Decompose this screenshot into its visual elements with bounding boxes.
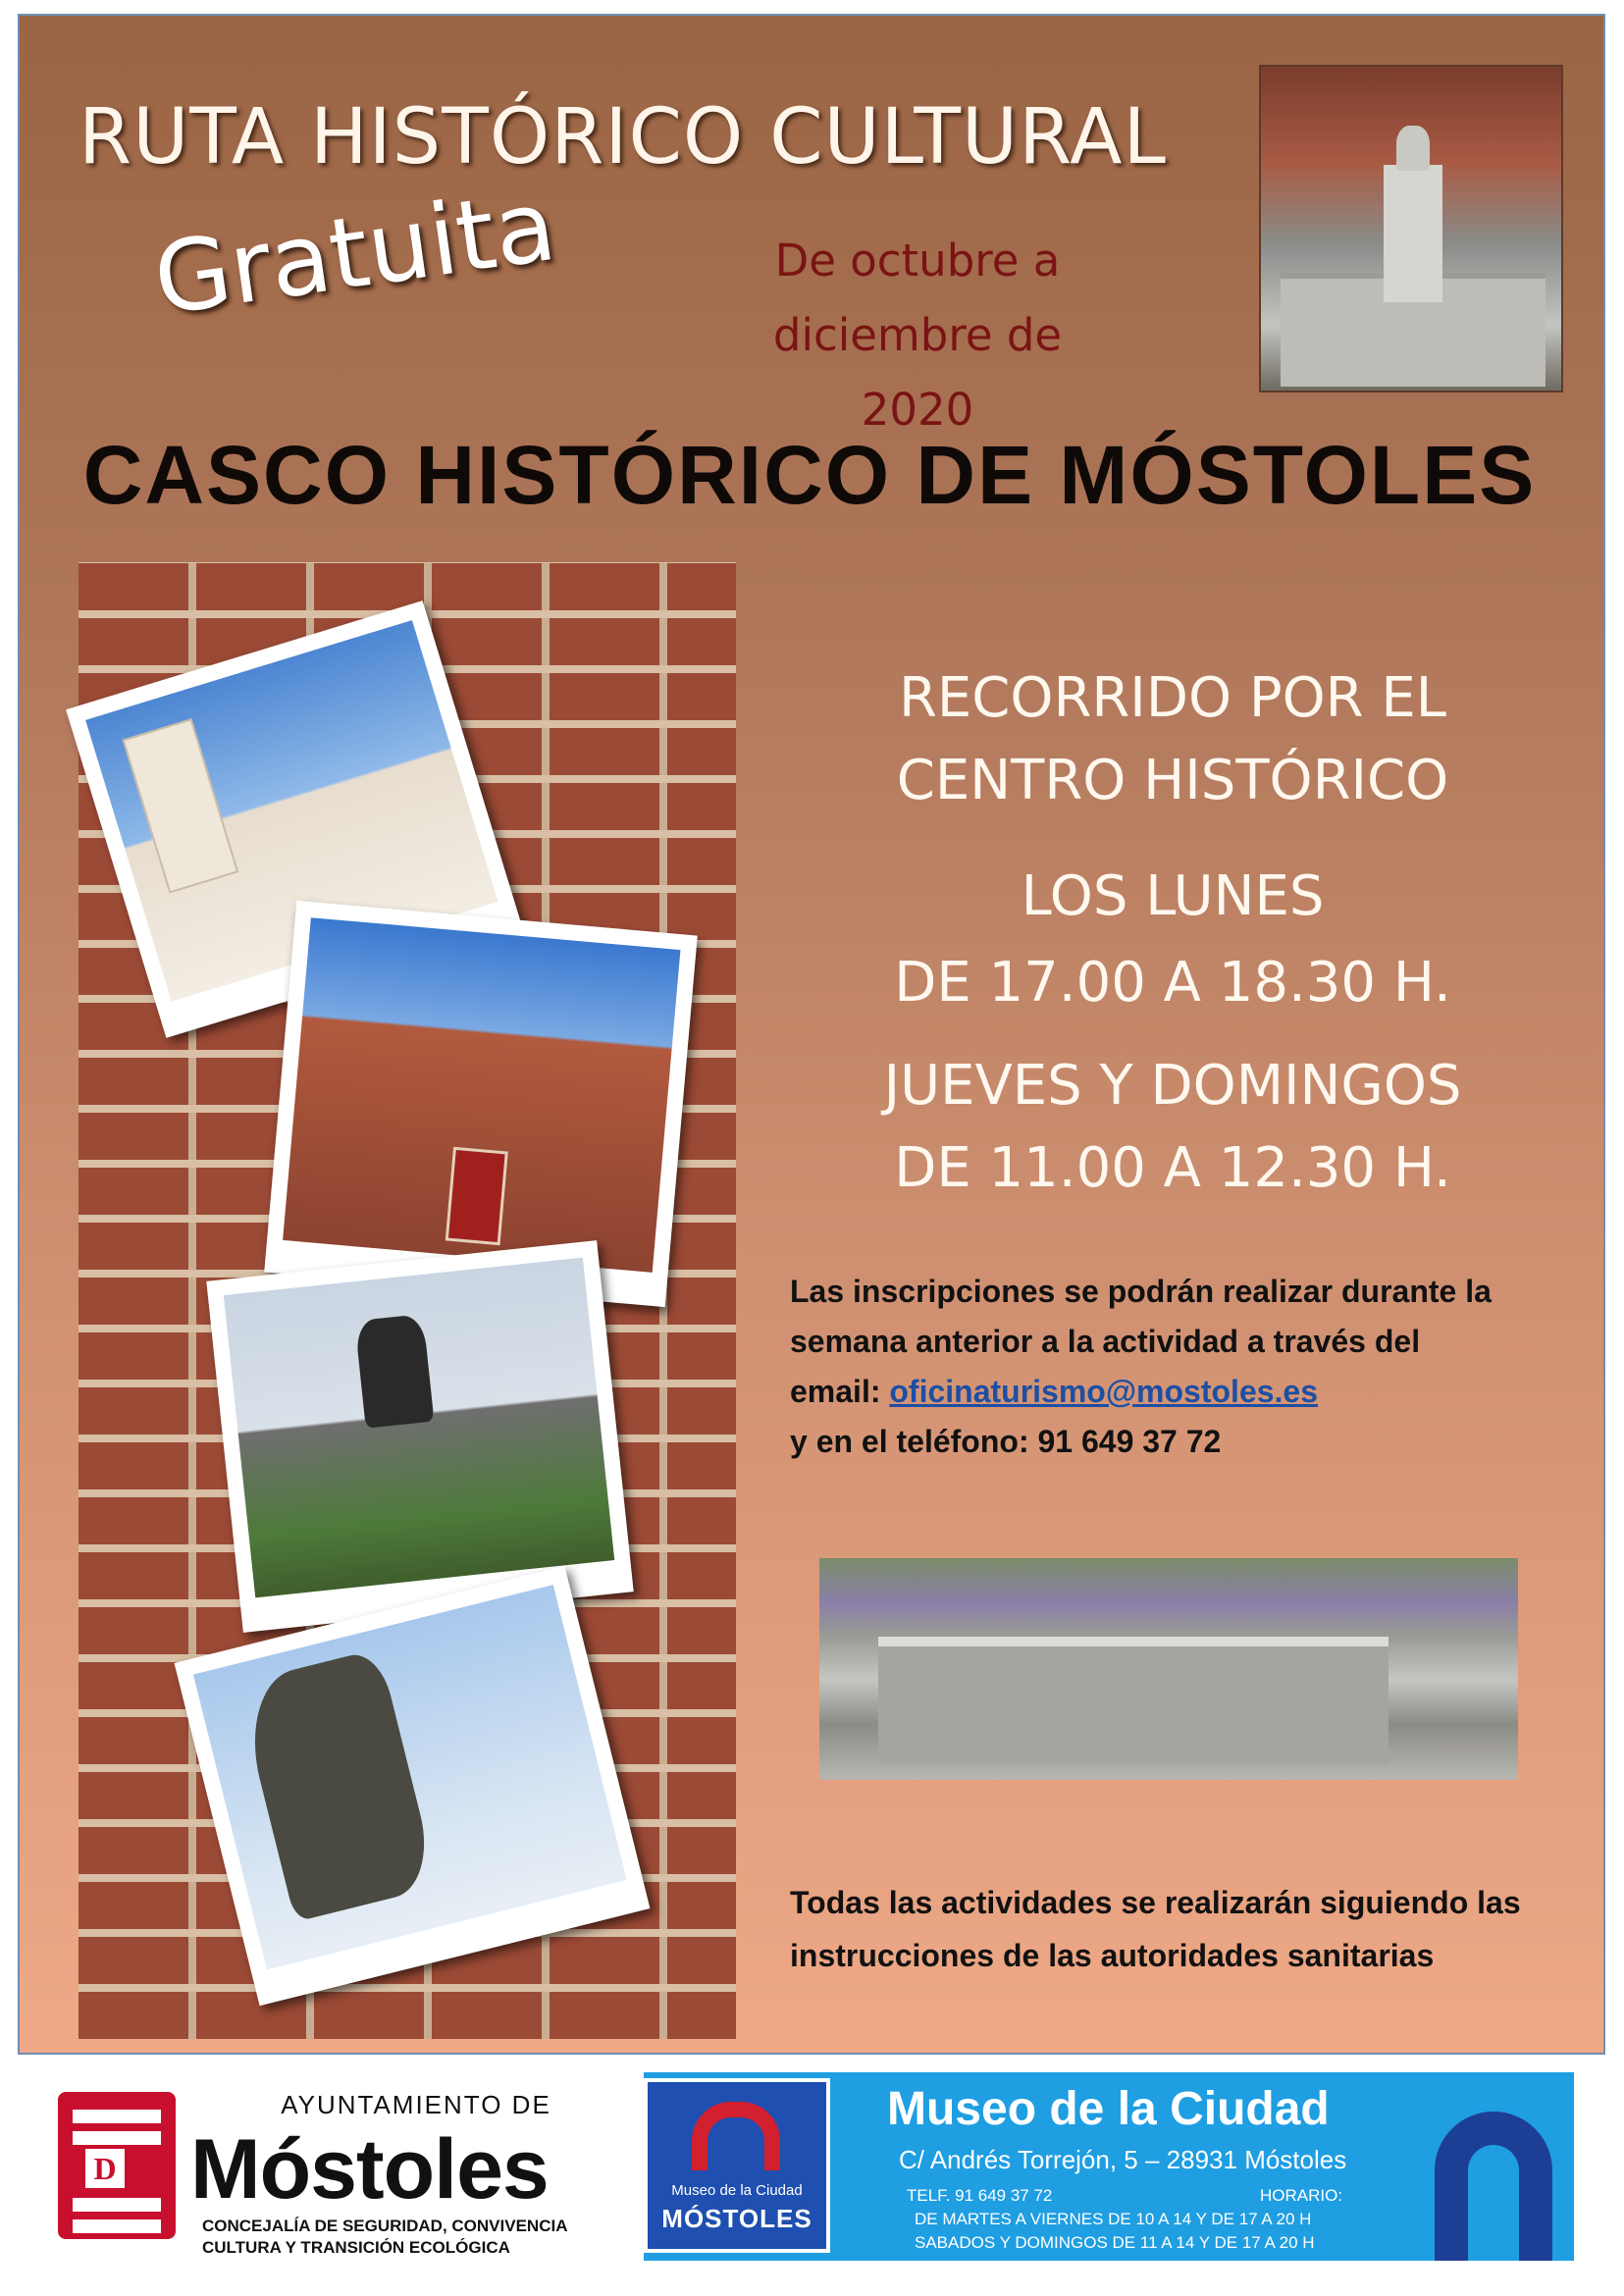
page-title: RUTA HISTÓRICO CULTURAL	[79, 93, 1167, 182]
photo-brick-church	[264, 901, 698, 1307]
route-line: RECORRIDO POR EL	[899, 666, 1446, 730]
shield-icon	[58, 2092, 176, 2239]
email-line	[790, 1367, 1555, 1417]
city-council-block	[43, 2072, 644, 2261]
door-shape	[445, 1147, 508, 1246]
shield-band	[73, 2219, 161, 2233]
museum-hours-line: SABADOS Y DOMINGOS DE 11 A 14 Y DE 17 A 20 H	[915, 2233, 1315, 2252]
health-notice	[790, 1876, 1565, 1982]
main-heading: CASCO HISTÓRICO DE MÓSTOLES	[82, 429, 1537, 521]
photo-image	[283, 917, 680, 1273]
shield-band	[73, 2198, 161, 2212]
department-name	[202, 2216, 634, 2259]
weekend-schedule	[800, 1045, 1545, 1210]
photo-image	[193, 1585, 627, 1969]
date-range-line: diciembre de 2020	[772, 309, 1063, 436]
photo-equestrian-statue	[206, 1240, 633, 1633]
logo-big-text: MÓSTOLES	[661, 2204, 812, 2233]
museum-address: C/ Andrés Torrejón, 5 – 28931 Móstoles	[899, 2145, 1347, 2174]
registration-line: Las inscripciones se podrán realizar durante la	[790, 1274, 1492, 1309]
footer-banner	[43, 2072, 1574, 2261]
registration-line: semana anterior a la actividad a través del	[790, 1324, 1421, 1359]
department-line: CULTURA Y TRANSICIÓN ECOLÓGICA	[202, 2238, 510, 2257]
email-label: email:	[790, 1374, 890, 1409]
free-tag: Gratuita	[147, 167, 563, 338]
fountain-column	[1384, 165, 1442, 302]
fountain-photo	[1259, 65, 1563, 392]
schedule-time: DE 11.00 A 12.30 H.	[894, 1136, 1451, 1200]
schedule-day: LOS LUNES	[1021, 864, 1325, 928]
registration-info	[790, 1267, 1555, 1467]
schedule-time: DE 17.00 A 18.30 H.	[894, 951, 1451, 1015]
logo-small-text: Museo de la Ciudad	[671, 2182, 803, 2199]
museum-hours-label: HORARIO:	[1260, 2186, 1343, 2205]
photo-image	[224, 1258, 614, 1598]
email-link[interactable]: oficinaturismo@mostoles.es	[889, 1374, 1319, 1409]
shield-band	[73, 2110, 161, 2123]
notice-line: instrucciones de las autoridades sanitarias	[790, 1938, 1435, 1973]
department-line: CONCEJALÍA DE SEGURIDAD, CONVIVENCIA	[202, 2217, 568, 2235]
route-line: CENTRO HISTÓRICO	[896, 749, 1449, 812]
museum-phone: TELF. 91 649 37 72	[907, 2186, 1053, 2205]
sculpture-shape	[236, 1648, 439, 1922]
council-label: AYUNTAMIENTO DE	[281, 2090, 551, 2119]
city-name: Móstoles	[190, 2122, 549, 2217]
fountain-urn	[1396, 126, 1430, 171]
route-heading	[800, 657, 1545, 822]
museum-hours-line: DE MARTES A VIERNES DE 10 A 14 Y DE 17 A 20 H	[915, 2210, 1312, 2228]
logo-arc	[692, 2102, 780, 2170]
date-range-line: De octubre a	[774, 235, 1061, 287]
arch-icon	[1435, 2112, 1552, 2261]
museum-title: Museo de la Ciudad	[887, 2083, 1330, 2135]
museum-logo-icon	[644, 2078, 830, 2253]
notice-line: Todas las actividades se realizarán siguiendo las	[790, 1885, 1521, 1920]
monday-schedule	[800, 854, 1545, 1026]
phone-line: y en el teléfono: 91 649 37 72	[790, 1424, 1222, 1459]
statue-shape	[354, 1314, 434, 1429]
shield-letter: D	[85, 2149, 125, 2188]
date-range	[770, 224, 1065, 447]
shield-band	[73, 2131, 161, 2145]
tower-shape	[123, 718, 239, 893]
stone-bench-photo	[819, 1558, 1518, 1780]
stone-wall-shape	[878, 1637, 1388, 1764]
schedule-day: JUEVES Y DOMINGOS	[883, 1054, 1462, 1118]
